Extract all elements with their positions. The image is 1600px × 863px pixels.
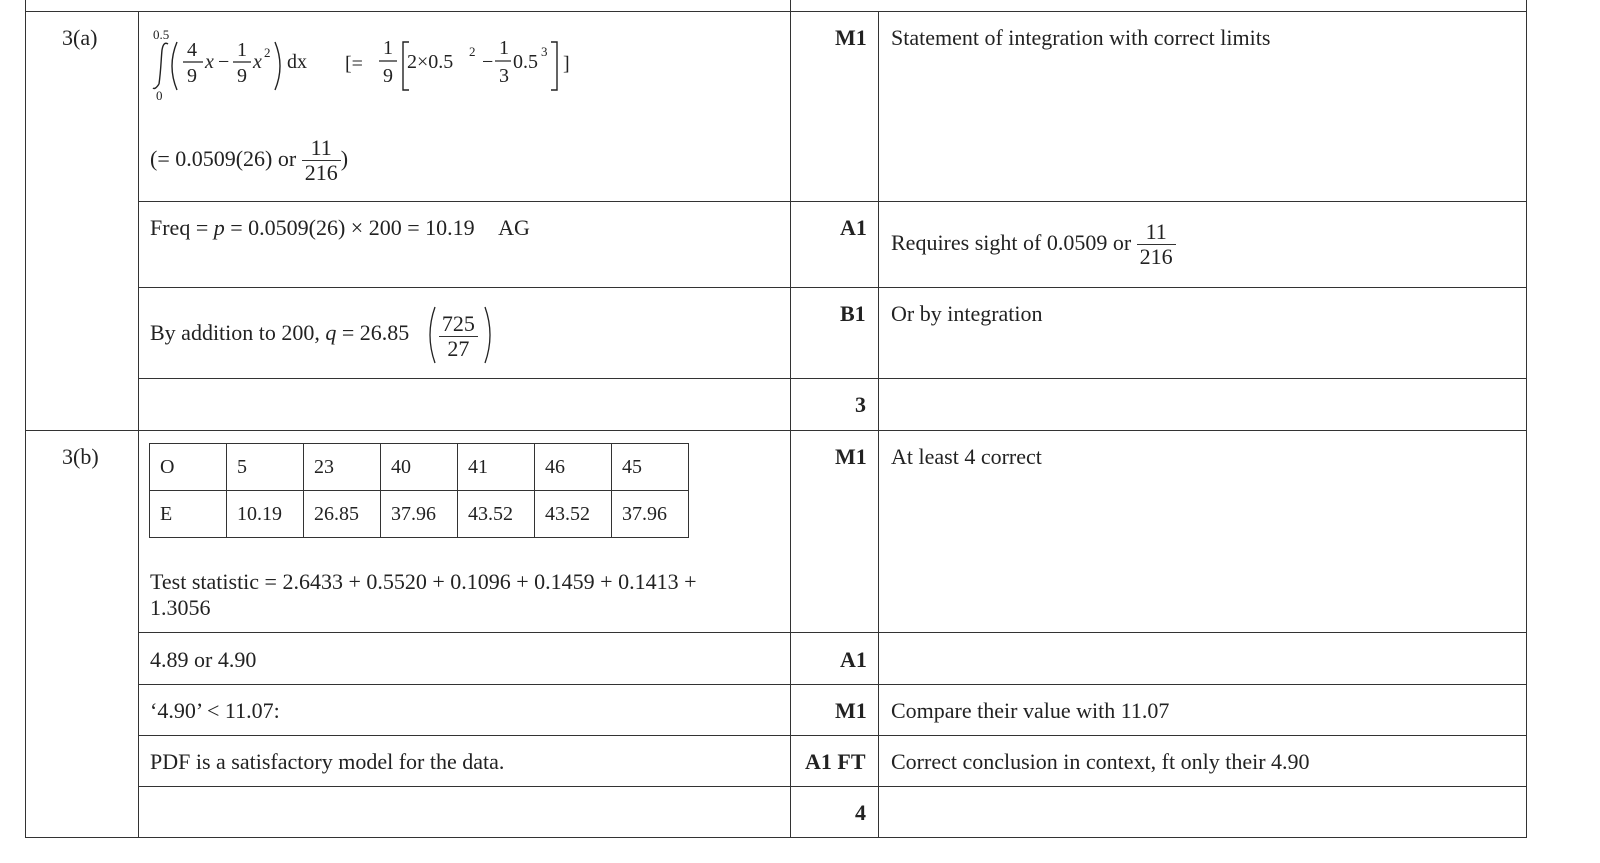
variable-x: x	[205, 51, 214, 73]
integral-sign	[153, 43, 168, 88]
freq-label: Freq =	[150, 215, 209, 240]
row-rule	[138, 201, 1527, 202]
result-prefix: (= 0.0509(26) or	[150, 146, 297, 171]
guidance-text	[891, 215, 1176, 271]
table-cell: 37.96	[381, 491, 458, 538]
fraction-numerator: 4	[187, 39, 197, 61]
variable-x: x	[253, 51, 262, 73]
row-rule	[138, 378, 1527, 379]
top-rule	[25, 11, 1527, 12]
table-cell: 10.19	[227, 491, 304, 538]
guidance-label: Requires sight of 0.0509 or	[891, 230, 1132, 255]
table-cell: O	[150, 444, 227, 491]
table-cell: 46	[535, 444, 612, 491]
fraction-numerator: 1	[237, 39, 247, 61]
result-suffix: )	[340, 146, 349, 171]
fraction-numerator: 11	[1137, 220, 1176, 245]
result-fraction	[302, 136, 341, 185]
row-rule	[138, 287, 1527, 288]
freq-calc: = 0.0509(26) × 200 = 10.19	[230, 215, 475, 240]
table-cell: 43.52	[458, 491, 535, 538]
table-cell: E	[150, 491, 227, 538]
closing-bracket: ]	[563, 53, 570, 75]
observed-expected-table	[149, 443, 689, 538]
addition-value: = 26.85	[341, 320, 410, 345]
row-rule	[138, 786, 1527, 787]
addition-text: By addition to 200,	[150, 320, 320, 345]
fraction-denominator: 216	[304, 160, 338, 186]
dx: dx	[287, 51, 307, 73]
fraction-numerator: 1	[499, 37, 509, 59]
row-rule	[138, 735, 1527, 736]
table-cell: 41	[458, 444, 535, 491]
fraction-denominator: 27	[447, 336, 470, 362]
answer-given: AG	[498, 215, 530, 240]
table-row	[150, 444, 689, 491]
answer-text: 4.89 or 4.90	[150, 647, 257, 672]
test-statistic-line2: 1.3056	[150, 595, 211, 620]
fraction-numerator: 725	[439, 312, 478, 337]
fraction-denominator: 216	[1139, 244, 1173, 270]
table-cell: 43.52	[535, 491, 612, 538]
test-statistic-line1: Test statistic = 2.6433 + 0.5520 + 0.1096 + 0.1459 + 0.1413 +	[150, 569, 697, 594]
answer-text: ‘4.90’ < 11.07:	[150, 698, 280, 723]
question-label-3b: 3(b)	[62, 444, 99, 469]
fraction-denominator: 9	[383, 65, 393, 87]
integral-expression	[145, 20, 595, 105]
guidance-fraction	[1137, 220, 1176, 269]
term: 0.5	[513, 51, 538, 73]
marks-column-rule	[790, 0, 791, 838]
fraction-denominator: 9	[237, 65, 247, 87]
total-marks: 4	[855, 800, 866, 825]
section-rule	[25, 430, 1527, 431]
guidance-text: At least 4 correct	[891, 444, 1042, 469]
table-cell: 37.96	[612, 491, 689, 538]
answer-column-rule	[138, 11, 139, 838]
addition-q: q	[325, 320, 337, 345]
guidance-text: Statement of integration with correct limits	[891, 25, 1271, 50]
left-paren	[172, 42, 177, 90]
mark-m1: M1	[835, 25, 867, 50]
guidance-text: Compare their value with 11.07	[891, 698, 1170, 723]
row-rule	[138, 632, 1527, 633]
fraction-denominator: 9	[187, 65, 197, 87]
fraction-numerator: 1	[383, 37, 393, 59]
question-label-3a: 3(a)	[62, 25, 98, 50]
addition-line	[150, 303, 488, 365]
integral-result	[150, 131, 348, 187]
exponent: 2	[264, 45, 271, 60]
mark-a1: A1	[840, 647, 867, 672]
paren-icon	[427, 305, 493, 365]
mark-b1: B1	[840, 301, 866, 326]
mark-m1: M1	[835, 698, 867, 723]
table-cell: 5	[227, 444, 304, 491]
mark-a1-ft: A1 FT	[805, 749, 866, 774]
freq-line	[150, 215, 530, 241]
mark-m1: M1	[835, 444, 867, 469]
bottom-rule	[25, 837, 1527, 838]
right-rule	[1526, 0, 1527, 838]
equals-bracket: [=	[345, 53, 363, 75]
exponent: 2	[469, 44, 476, 59]
guidance-column-rule	[878, 11, 879, 838]
exponent: 3	[541, 44, 548, 59]
minus-sign: −	[218, 51, 230, 73]
total-marks: 3	[855, 392, 866, 417]
addition-fraction-paren	[429, 305, 488, 365]
term: 2×0.5	[407, 51, 454, 73]
fraction-numerator: 11	[302, 136, 341, 161]
integral-upper-limit: 0.5	[153, 27, 170, 42]
table-cell: 40	[381, 444, 458, 491]
left-rule	[25, 0, 26, 838]
freq-p: p	[213, 215, 225, 240]
answer-text: PDF is a satisfactory model for the data.	[150, 749, 505, 774]
integral-lower-limit: 0	[156, 88, 163, 103]
guidance-text: Or by integration	[891, 301, 1043, 326]
mark-a1: A1	[840, 215, 867, 240]
table-cell: 23	[304, 444, 381, 491]
row-rule	[138, 684, 1527, 685]
minus-sign: −	[482, 51, 494, 73]
right-paren	[275, 42, 280, 90]
table-cell: 45	[612, 444, 689, 491]
fraction-denominator: 3	[499, 65, 509, 87]
guidance-text: Correct conclusion in context, ft only their 4.90	[891, 749, 1310, 774]
table-cell: 26.85	[304, 491, 381, 538]
right-square-bracket	[551, 42, 557, 90]
table-row	[150, 491, 689, 538]
